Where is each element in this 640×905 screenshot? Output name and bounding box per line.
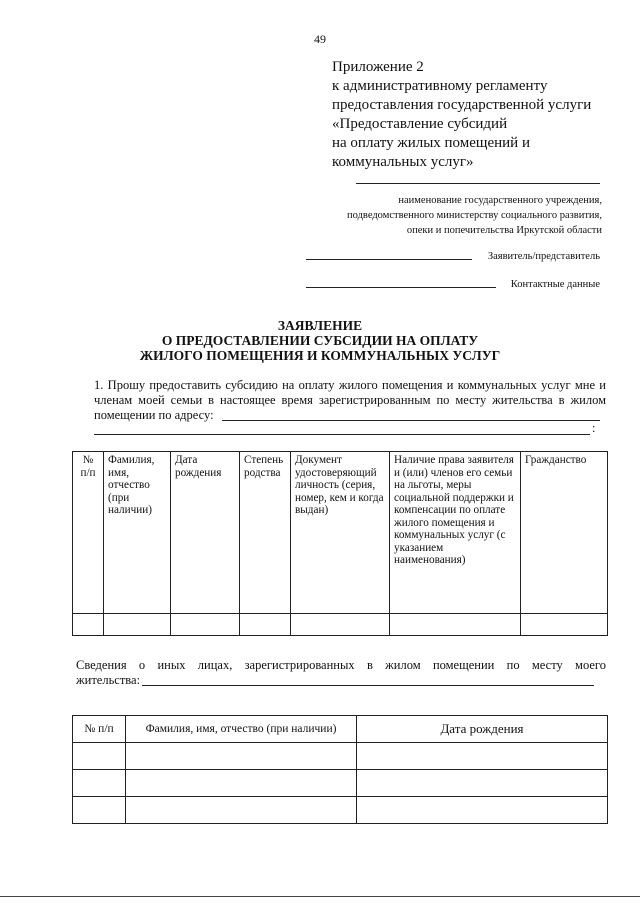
table-cell[interactable] [126,743,357,770]
header-cell-birthdate: Дата рождения [357,716,608,743]
org-name-line[interactable] [356,183,600,184]
contacts-line[interactable] [306,287,496,288]
other-persons-table [72,715,608,824]
other-persons-line[interactable] [142,685,594,686]
address-colon: : [592,421,596,435]
header-cell-fullname: Фамилия, имя, отчество (при наличии) [126,716,357,743]
address-line-1[interactable] [222,420,600,421]
table-cell[interactable] [390,613,521,636]
table-cell[interactable] [291,613,390,636]
table-cell[interactable] [126,770,357,797]
header-cell-relation: Степень родства [240,452,291,614]
other-persons-text-2: жительства: [76,673,141,687]
header-cell-number: № п/п [73,716,126,743]
appendix-line: коммунальных услуг» [332,154,474,170]
header-cell-fullname: Фамилия, имя, отчество (при наличии) [104,452,171,614]
other-persons-text: Сведения о иных лицах, зарегистрированных в жилом помещении по месту моего [76,658,606,672]
table-cell[interactable] [73,770,126,797]
appendix-line: Приложение 2 [332,59,424,75]
org-caption-line: опеки и попечительства Иркутской области [406,225,602,236]
title-line: ЖИЛОГО ПОМЕЩЕНИЯ И КОММУНАЛЬНЫХ УСЛУГ [139,348,501,363]
header-cell-birthdate: Дата рождения [171,452,240,614]
table-row [73,797,608,824]
org-caption-line: подведомственного министерству социального развития, [347,210,602,221]
applicant-label: Заявитель/представитель [487,251,600,262]
table-row [73,613,608,636]
title-line: О ПРЕДОСТАВЛЕНИИ СУБСИДИИ НА ОПЛАТУ [161,333,479,348]
table-row [73,743,608,770]
table-cell[interactable] [357,743,608,770]
header-cell-number: № п/п [73,452,104,614]
request-paragraph: 1. Прошу предоставить субсидию на оплату жилого помещения и коммунальных услуг мне и членам моей семьи в настоящее время зарегистрированным по месту жительства в жилом помещении по адресу: [94,378,606,422]
table-cell[interactable] [357,770,608,797]
header-cell-id-document: Документ удостоверяющий личность (серия, номер, кем и когда выдан) [291,452,390,614]
table-cell[interactable] [73,797,126,824]
title-line: ЗАЯВЛЕНИЕ [277,318,363,333]
table-cell[interactable] [357,797,608,824]
table-cell[interactable] [73,613,104,636]
appendix-line: к административному регламенту [332,78,548,94]
family-members-table [72,451,608,636]
page-number: 49 [314,32,326,46]
address-line-2[interactable] [94,434,590,435]
table-cell[interactable] [126,797,357,824]
table-cell[interactable] [171,613,240,636]
table-cell[interactable] [240,613,291,636]
contacts-label: Контактные данные [510,279,600,290]
appendix-line: предоставления государственной услуги [332,97,592,113]
header-cell-citizenship: Гражданство [521,452,608,614]
appendix-line: на оплату жилых помещений и [332,135,530,151]
org-name-caption [347,193,602,238]
table-cell[interactable] [73,743,126,770]
header-cell-benefits: Наличие права заявителя и (или) членов его семьи на льготы, меры социальной поддержки и компенсации по оплате жилого помещения и коммунальных услуг (с указанием наименования) [390,452,521,614]
appendix-line: «Предоставление субсидий [332,116,508,132]
table-cell[interactable] [104,613,171,636]
table-cell[interactable] [521,613,608,636]
org-caption-line: наименование государственного учреждения, [398,195,602,206]
footer-line [0,896,640,897]
appendix-block [332,58,591,172]
document-title [0,318,640,363]
table-row [73,770,608,797]
applicant-line[interactable] [306,259,472,260]
